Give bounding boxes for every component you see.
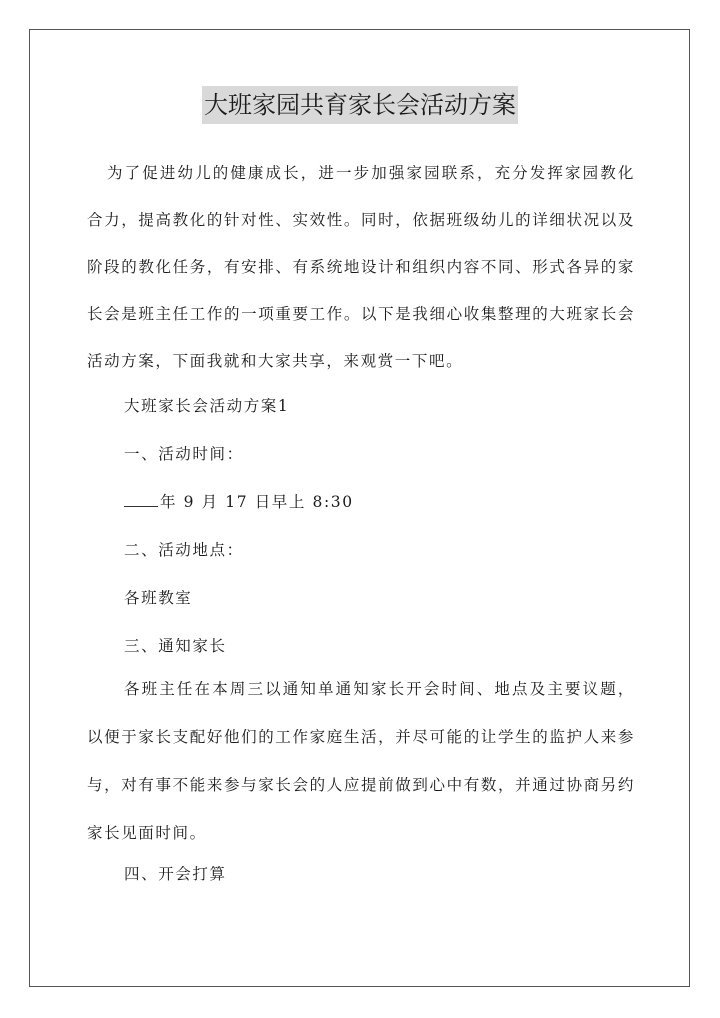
section-3-heading: 三、通知家长 xyxy=(124,637,227,655)
title-container xyxy=(0,86,720,124)
activity-time-text: 年 9 月 17 日早上 8:30 xyxy=(160,493,354,511)
activity-time xyxy=(124,490,354,514)
notify-parents-paragraph: 各班主任在本周三以通知单通知家长开会时间、地点及主要议题，以便于家长支配好他们的工作家庭生活，并尽可能的让学生的监护人来参与，对有事不能来参与家长会的人应提前做到心中有数，并通过协商另约家长见面时间。 xyxy=(87,680,635,842)
activity-place: 各班教室 xyxy=(124,589,193,607)
section-2-heading: 二、活动地点： xyxy=(124,541,244,559)
intro-paragraph: 为了促进幼儿的健康成长，进一步加强家园联系，充分发挥家园教化合力，提高教化的针对性、实效性。同时，依据班级幼儿的详细状况以及阶段的教化任务，有安排、有系统地设计和组织内容不同、形式各异的家长会是班主任工作的一项重要工作。以下是我细心收集整理的大班家长会活动方案，下面我就和大家共享，来观赏一下吧。 xyxy=(87,164,635,370)
date-blank-underline xyxy=(124,492,158,507)
section-1-heading: 一、活动时间： xyxy=(124,445,244,463)
section-4-heading: 四、开会打算 xyxy=(124,865,227,883)
plan-heading: 大班家长会活动方案1 xyxy=(124,397,290,415)
document-title: 大班家园共育家长会活动方案 xyxy=(202,86,518,124)
